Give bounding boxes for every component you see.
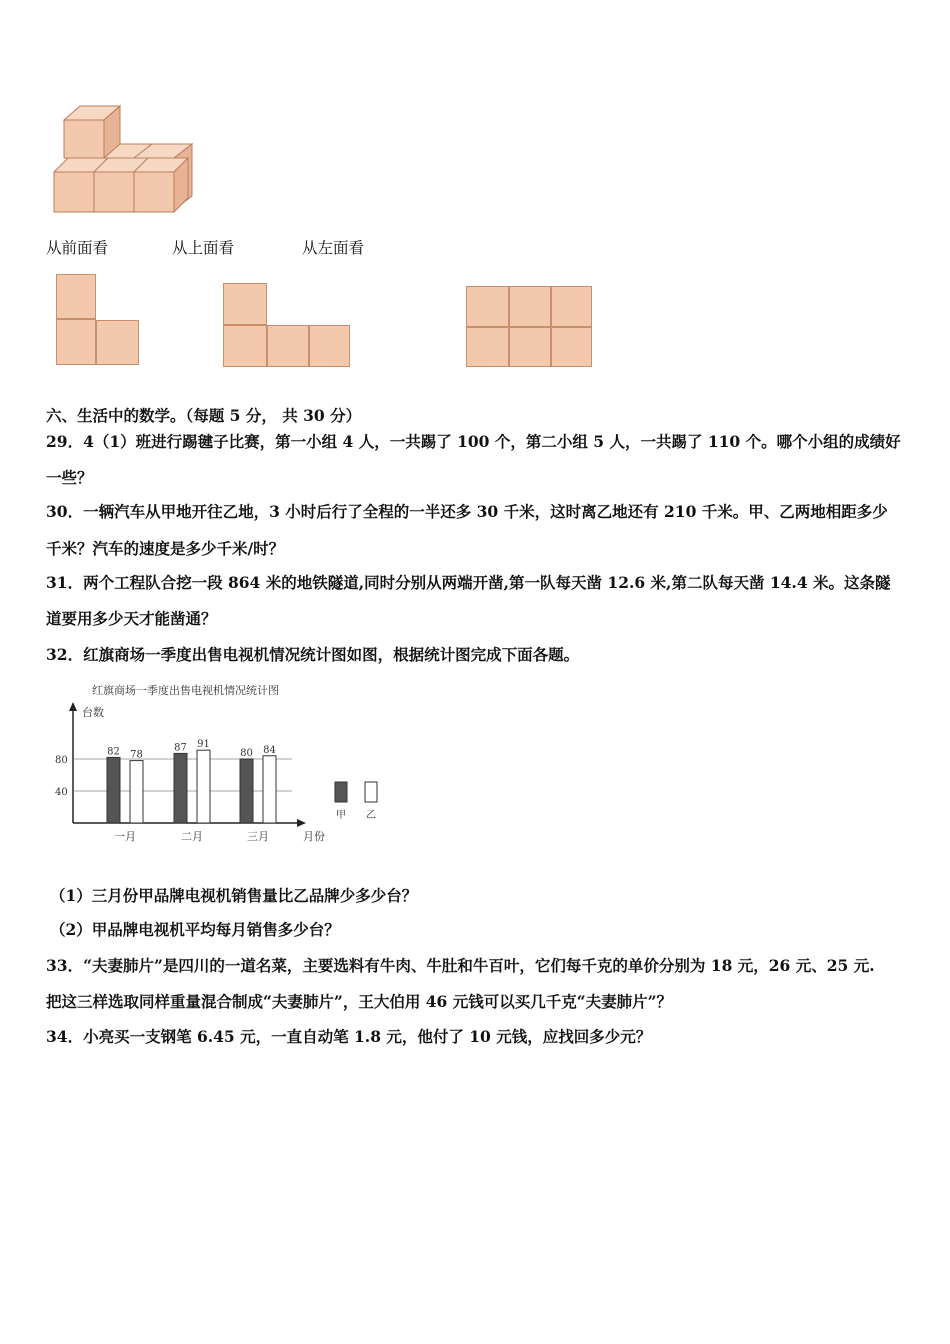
legend-label: 乙 xyxy=(366,810,376,821)
y-axis-arrow xyxy=(69,702,77,711)
sub-question-2: （2）甲品牌电视机平均每月销售多少台？ xyxy=(50,920,340,939)
legend-label: 甲 xyxy=(336,810,346,821)
front-view-label: 从前面看 xyxy=(46,239,109,257)
bar-甲-二月 xyxy=(174,753,187,823)
bar-乙-二月 xyxy=(197,750,210,823)
bar-value-label: 84 xyxy=(263,744,276,756)
top-view-figure xyxy=(223,283,351,369)
left-view-label: 从左面看 xyxy=(302,239,365,257)
bar-value-label: 80 xyxy=(240,748,253,759)
bar-value-label: 82 xyxy=(107,746,120,758)
bar-乙-三月 xyxy=(263,756,276,823)
question-30-line-2: 千米？汽车的速度是多少千米/时？ xyxy=(46,539,285,558)
question-32-line-1: 32．红旗商场一季度出售电视机情况统计图如图，根据统计图完成下面各题。 xyxy=(46,645,580,664)
bar-乙-一月 xyxy=(130,761,143,823)
question-33-line-1: 33．“夫妻肺片”是四川的一道名菜，主要选料有牛肉、牛肚和牛百叶，它们每千克的单价分别为 18 元，26 元、25 元. xyxy=(46,956,875,975)
legend-swatch-乙 xyxy=(365,782,377,802)
bar-甲-三月 xyxy=(240,759,253,823)
question-29-line-2: 一些？ xyxy=(46,468,93,487)
x-tick-label: 一月 xyxy=(114,830,136,843)
x-axis-label: 月份 xyxy=(303,830,325,843)
question-31-line-2: 道要用多少天才能凿通？ xyxy=(46,609,217,628)
y-axis-label: 台数 xyxy=(82,706,104,719)
x-tick-label: 二月 xyxy=(181,830,203,843)
question-30-line-1: 30．一辆汽车从甲地开往乙地，3 小时后行了全程的一半还多 30 千米，这时离乙地还有 210 千米。甲、乙两地相距多少 xyxy=(46,502,888,521)
question-33-line-2: 把这三样选取同样重量混合制成“夫妻肺片”，王大伯用 46 元钱可以买几千克“夫妻肺片”？ xyxy=(46,992,673,1011)
bar-value-label: 91 xyxy=(197,739,210,751)
sub-question-1: （1）三月份甲品牌电视机销售量比乙品牌少多少台？ xyxy=(50,886,418,905)
front-view-figure xyxy=(56,274,142,366)
question-31-line-1: 31．两个工程队合挖一段 864 米的地铁隧道,同时分别从两端开凿,第一队每天凿 12.6 米,第二队每天凿 14.4 米。这条隧 xyxy=(46,573,891,592)
x-axis-arrow xyxy=(297,819,306,827)
legend-swatch-甲 xyxy=(335,782,347,802)
y-tick-label: 40 xyxy=(55,787,68,798)
top-view-label: 从上面看 xyxy=(172,239,235,257)
tv-sales-bar-chart xyxy=(50,680,390,850)
bar-甲-一月 xyxy=(107,757,120,823)
x-tick-label: 三月 xyxy=(247,830,269,843)
cube-structure-figure xyxy=(50,104,205,216)
left-view-figure xyxy=(466,286,594,368)
bar-value-label: 87 xyxy=(174,742,187,754)
chart-title: 红旗商场一季度出售电视机情况统计图 xyxy=(92,684,279,697)
question-29-line-1: 29．4（1）班进行踢毽子比赛，第一小组 4 人，一共踢了 100 个，第二小组 5 人，一共踢了 110 个。哪个小组的成绩好 xyxy=(46,432,901,451)
section-heading: 六、生活中的数学。（每题 5 分， 共 30 分） xyxy=(46,406,362,425)
bar-value-label: 78 xyxy=(130,749,143,761)
question-34-line-1: 34．小亮买一支钢笔 6.45 元，一直自动笔 1.8 元，他付了 10 元钱，应找回多少元？ xyxy=(46,1027,652,1046)
y-tick-label: 80 xyxy=(55,755,68,766)
